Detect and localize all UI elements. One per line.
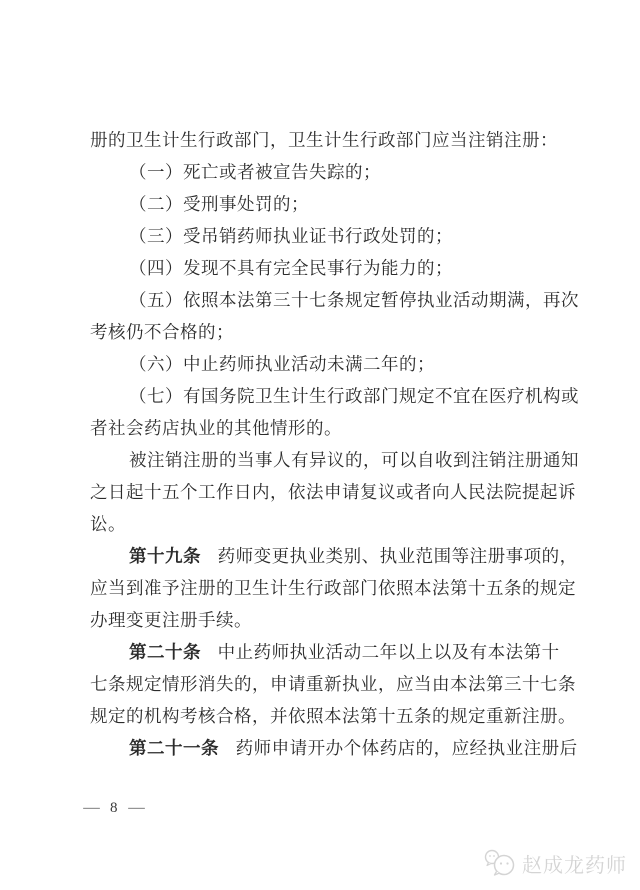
- article-number: 第二十一条: [129, 738, 219, 758]
- text-line-content: （六）中止药师执业活动未满二年的；: [129, 354, 435, 374]
- text-line: [90, 284, 579, 316]
- text-line: [90, 444, 579, 476]
- text-line-content: 药师变更执业类别、执业范围等注册事项的，: [217, 546, 578, 566]
- text-line: [90, 156, 558, 188]
- text-line: [90, 220, 558, 252]
- text-line-content: （一）死亡或者被宣告失踪的；: [129, 162, 381, 182]
- text-line: [90, 124, 558, 156]
- text-line: [90, 540, 578, 572]
- text-line: [90, 604, 558, 636]
- watermark: [483, 848, 627, 878]
- text-line: [90, 668, 576, 700]
- text-line-content: （七）有国务院卫生计生行政部门规定不宜在医疗机构或: [129, 386, 579, 406]
- wechat-icon: [483, 848, 517, 878]
- text-line-content: 者社会药店执业的其他情形的。: [90, 418, 342, 438]
- text-line: [90, 700, 576, 732]
- page-number-dash-right: —: [127, 800, 145, 816]
- text-line: [90, 572, 576, 604]
- article-number: 第十九条: [129, 546, 201, 566]
- text-line-content: （二）受刑事处罚的；: [129, 194, 309, 214]
- document-body: [90, 124, 579, 764]
- article-number: 第二十条: [129, 642, 201, 662]
- text-line-content: 之日起十五个工作日内，依法申请复议或者向人民法院提起诉: [90, 482, 576, 502]
- text-line-content: 办理变更注册手续。: [90, 610, 252, 630]
- text-line-content: 讼。: [90, 514, 126, 534]
- text-line-content: 中止药师执业活动二年以上以及有本法第十: [217, 642, 560, 662]
- text-line: [90, 476, 576, 508]
- text-line: [90, 380, 579, 412]
- page-number-value: 8: [110, 800, 118, 816]
- text-line: [90, 508, 558, 540]
- text-line-content: （三）受吊销药师执业证书行政处罚的；: [129, 226, 453, 246]
- text-line: [90, 348, 558, 380]
- page-number: [84, 800, 144, 817]
- text-line: [90, 252, 558, 284]
- watermark-text: 赵成龙药师: [522, 854, 627, 877]
- text-line: [90, 412, 558, 444]
- text-line-content: （四）发现不具有完全民事行为能力的；: [129, 258, 453, 278]
- text-line: [90, 636, 558, 668]
- text-line-content: 考核仍不合格的；: [90, 322, 234, 342]
- text-line-content: 被注销注册的当事人有异议的，可以自收到注销注册通知: [129, 450, 579, 470]
- page-number-dash-left: —: [83, 800, 100, 816]
- text-line-content: 册的卫生计生行政部门，卫生计生行政部门应当注销注册：: [90, 130, 558, 150]
- text-line-content: 药师申请开办个体药店的，应经执业注册后: [235, 738, 578, 758]
- text-line-content: 应当到准予注册的卫生计生行政部门依照本法第十五条的规定: [90, 578, 576, 598]
- text-line-content: 规定的机构考核合格，并依照本法第十五条的规定重新注册。: [90, 706, 576, 726]
- text-line-content: 七条规定情形消失的，申请重新执业，应当由本法第三十七条: [90, 674, 576, 694]
- text-line: [90, 732, 578, 764]
- text-line-content: （五）依照本法第三十七条规定暂停执业活动期满，再次: [129, 290, 579, 310]
- text-line: [90, 316, 558, 348]
- text-line: [90, 188, 558, 220]
